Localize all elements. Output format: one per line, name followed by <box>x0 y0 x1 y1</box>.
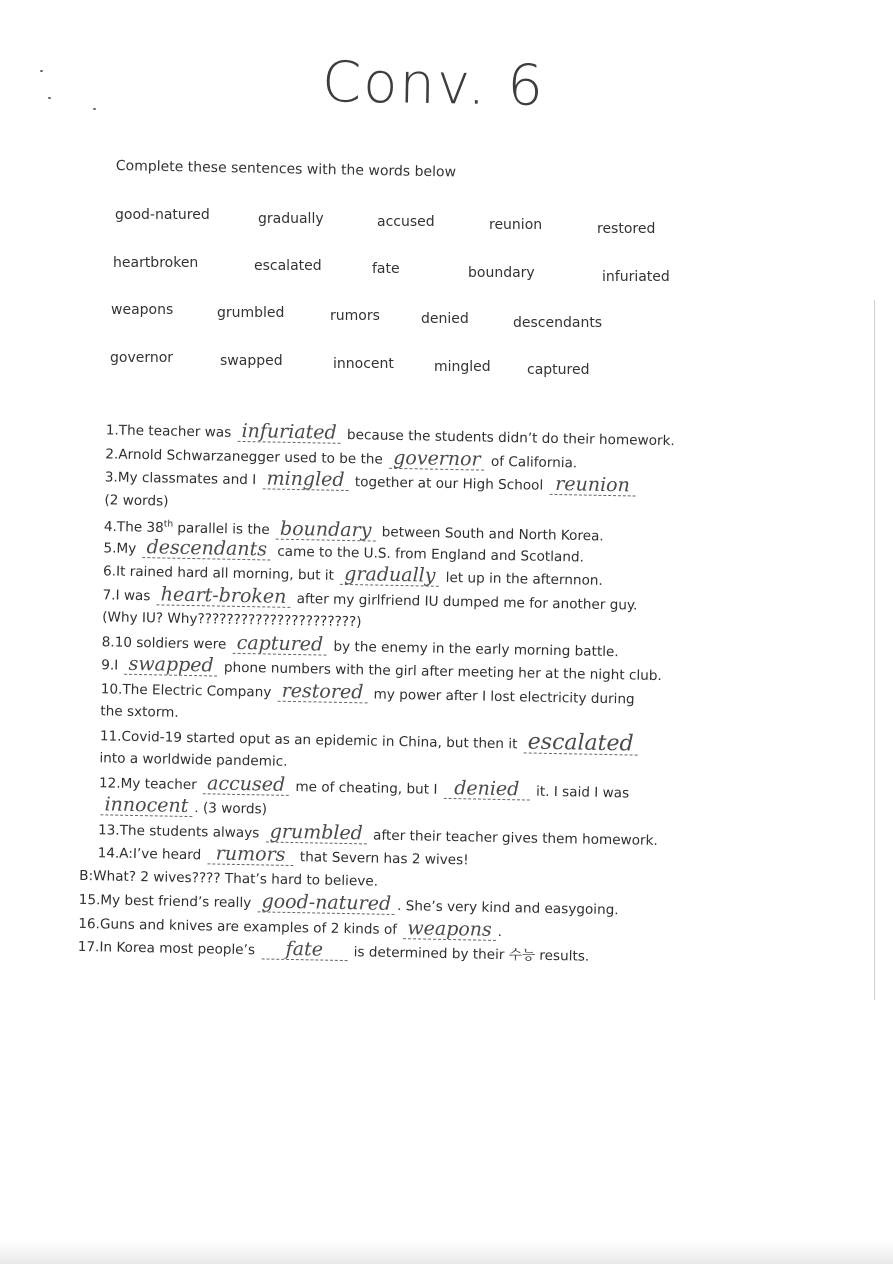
word-bank-item: grumbled <box>217 305 285 321</box>
exercise-sentences <box>77 418 788 1011</box>
handwritten-answer: innocent <box>100 794 192 817</box>
sentence-1: 1.The teacher was infuriated because the students didn’t do their homework. <box>105 419 675 450</box>
sentence-15: 15.My best friend’s really good-natured . She’s very kind and easygoing. <box>78 890 619 919</box>
handwritten-answer: fate <box>261 938 347 961</box>
word-bank-item: captured <box>527 362 590 378</box>
sentence-8: 8.10 soldiers were captured by the enemy in the early morning battle. <box>101 631 619 660</box>
handwritten-answer: infuriated <box>237 421 341 444</box>
page-title: Conv. 6 <box>321 49 546 119</box>
handwritten-answer: governor <box>389 447 485 470</box>
sentence-14: 14.A:I’ve heard rumors that Severn has 2 wives! <box>97 842 469 869</box>
scan-speck <box>93 108 96 110</box>
word-bank-item: escalated <box>254 258 322 274</box>
word-bank-item: denied <box>421 311 469 327</box>
sentence-6: 6.It rained hard all morning, but it gradually let up in the afternnon. <box>102 562 603 589</box>
sentence-17: 17.In Korea most people’s fate is determined by their 수능 results. <box>77 937 590 965</box>
sentence-16: 16.Guns and knives are examples of 2 kinds of weapons . <box>78 915 503 941</box>
word-bank-item: boundary <box>468 265 535 281</box>
scan-margin-line <box>874 300 875 1000</box>
instructions: Complete these sentences with the words below <box>115 158 457 181</box>
sentence-2: 2.Arnold Schwarzanegger used to be the governor of California. <box>105 445 578 471</box>
word-bank-item: descendants <box>513 315 603 331</box>
handwritten-answer: weapons <box>403 918 496 941</box>
sentence-3-note: (2 words) <box>104 491 169 510</box>
word-bank-item: restored <box>597 221 656 237</box>
handwritten-answer: descendants <box>142 537 271 560</box>
word-bank-item: weapons <box>111 302 174 318</box>
sentence-9: 9.I swapped phone numbers with the girl after meeting her at the night club. <box>101 652 662 685</box>
word-bank-item: mingled <box>434 359 491 375</box>
sentence-10-cont: the sxtorm. <box>100 703 179 721</box>
sentence-11: 11.Covid-19 started oput as an epidemic in China, but then it escalated <box>82 723 782 760</box>
scan-speck <box>40 70 43 72</box>
sentence-14-reply: B:What? 2 wives???? That’s hard to believe. <box>79 867 379 890</box>
handwritten-answer: restored <box>278 680 368 703</box>
sentence-4: 4.The 38th parallel is the boundary between South and North Korea. <box>103 517 604 545</box>
handwritten-answer: reunion <box>549 474 635 497</box>
word-bank-item: rumors <box>330 308 380 324</box>
scan-speck <box>48 97 51 99</box>
sentence-7-note: (Why IU? Why??????????????????????) <box>102 609 362 631</box>
handwritten-answer: boundary <box>276 518 376 541</box>
word-bank-item: fate <box>372 261 400 277</box>
word-bank-item: governor <box>110 350 174 366</box>
word-bank-item: innocent <box>333 356 394 372</box>
scan-bottom-edge <box>0 1240 893 1264</box>
handwritten-answer: heart-broken <box>157 584 291 608</box>
sentence-5: 5.My descendants came to the U.S. from England and Scotland. <box>103 535 585 566</box>
sentence-12-cont: innocent . (3 words) <box>80 794 780 831</box>
sentence-12: 12.My teacher accused me of cheating, but I denied it. I said I was <box>98 771 630 801</box>
handwritten-answer: denied <box>444 777 530 800</box>
handwritten-answer: rumors <box>207 843 293 866</box>
word-bank-item: infuriated <box>602 269 670 285</box>
sentence-3: 3.My classmates and I mingled together at our High School reunion <box>87 465 787 502</box>
handwritten-answer: swapped <box>124 654 217 677</box>
handwritten-answer: captured <box>232 632 327 655</box>
handwritten-answer: gradually <box>340 564 440 587</box>
word-bank-item: gradually <box>258 211 324 227</box>
word-bank-item: accused <box>377 214 435 230</box>
word-bank-item: swapped <box>220 353 283 369</box>
handwritten-answer: escalated <box>524 732 638 755</box>
handwritten-answer: grumbled <box>266 821 368 844</box>
sentence-7: 7.I was heart-broken after my girlfriend IU dumped me for another guy. <box>102 582 638 614</box>
sentence-10: 10.The Electric Company restored my power after I lost electricity during <box>100 679 635 708</box>
word-bank-item: heartbroken <box>113 255 199 271</box>
word-bank-item: good-natured <box>115 207 210 223</box>
sentence-11-cont: into a worldwide pandemic. <box>99 750 288 770</box>
handwritten-answer: accused <box>203 773 289 796</box>
sentence-13: 13.The students always grumbled after their teacher gives them homework. <box>97 820 658 849</box>
handwritten-answer: mingled <box>262 468 348 491</box>
handwritten-answer: good-natured <box>257 891 395 915</box>
word-bank-item: reunion <box>489 217 543 233</box>
